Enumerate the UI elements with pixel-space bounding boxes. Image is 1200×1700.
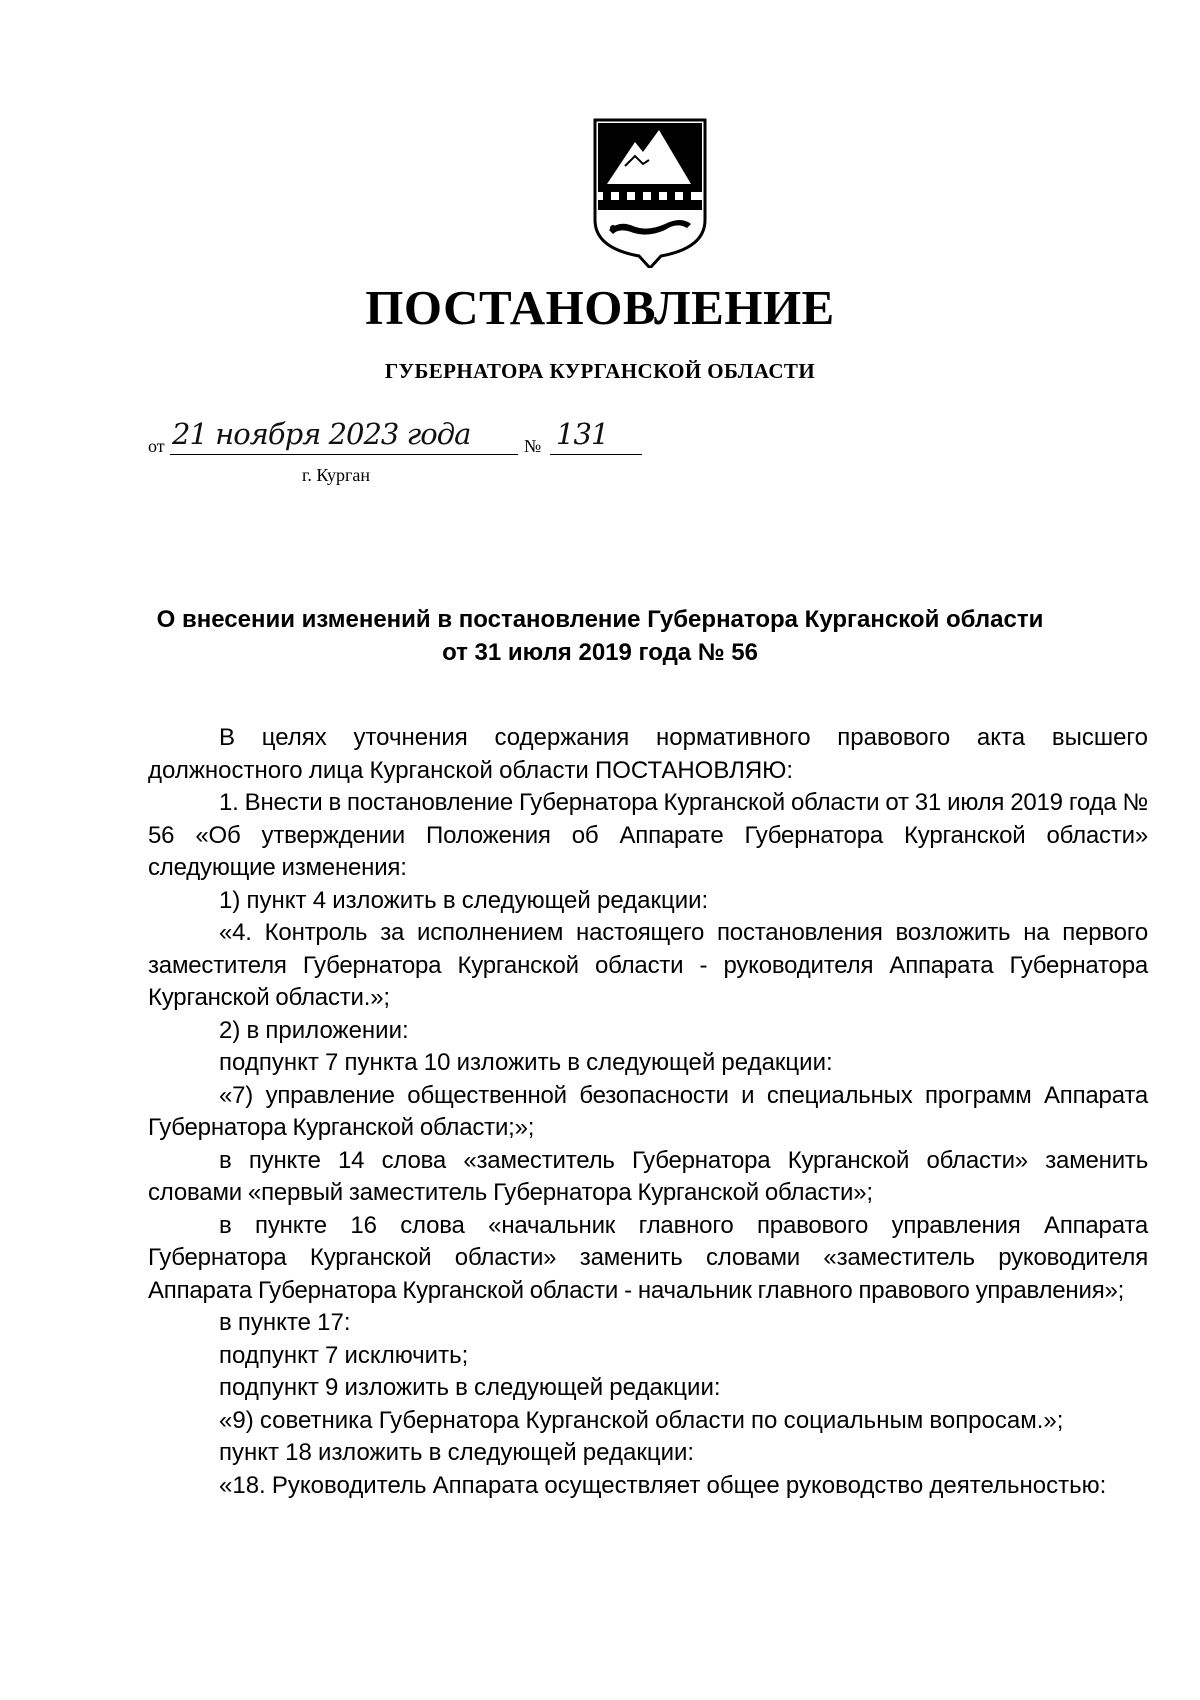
paragraph-item-14: в пункте 14 слова «заместитель Губернатора Курганской области» заменить словами «первый заместитель Губернатора Курганской области»; <box>148 1146 1148 1206</box>
paragraph-quote-9: «9) советника Губернатора Курганской области по социальным вопросам.»; <box>219 1406 1064 1434</box>
issuer-title: ГУБЕРНАТОРА КУРГАНСКОЙ ОБЛАСТИ <box>384 359 816 383</box>
paragraph-subitem-1: 1) пункт 4 изложить в следующей редакции: <box>219 886 709 914</box>
date-from-label: от <box>148 436 165 456</box>
paragraph-item-1: 1. Внести в постановление Губернатора Курганской области от 31 июля 2019 года № 56 «Об утверждении Положения об Аппарате Губернатора Курганской области» следующие изменения: <box>148 789 1148 881</box>
city-label: г. Курган <box>302 465 371 485</box>
document-type-title: ПОСТАНОВЛЕНИЕ <box>365 280 835 335</box>
subject-line-1: О внесении изменений в постановление Губернатора Курганской области <box>156 606 1044 633</box>
document-subject <box>120 603 1080 669</box>
handwritten-number: 131 <box>556 417 609 451</box>
date-number-line <box>0 417 1200 500</box>
number-label: № <box>524 436 542 456</box>
paragraph-item-18: пункт 18 изложить в следующей редакции: <box>219 1439 695 1466</box>
paragraph-quote-18: «18. Руководитель Аппарата осуществляет общее руководство деятельностью: <box>219 1471 1107 1499</box>
subject-line-2: от 31 июля 2019 года № 56 <box>442 639 758 666</box>
number-underline <box>550 454 642 455</box>
paragraph-sub-9: подпункт 9 изложить в следующей редакции: <box>219 1374 721 1401</box>
paragraph-sub-7-10: подпункт 7 пункта 10 изложить в следующей редакции: <box>219 1049 833 1076</box>
paragraph-quote-4: «4. Контроль за исполнением настоящего постановления возложить на первого заместителя Губернатора Курганской области - руководителя Аппарата Губернатора Курганской области.»; <box>148 919 1148 1011</box>
date-underline <box>170 454 518 455</box>
paragraph-sub-7-exclude: подпункт 7 исключить; <box>219 1341 469 1369</box>
paragraph-item-17: в пункте 17: <box>219 1309 351 1336</box>
document-body <box>148 722 1148 1502</box>
coat-of-arms-emblem <box>591 116 709 268</box>
paragraph-quote-7: «7) управление общественной безопасности и специальных программ Аппарата Губернатора Курганской области;»; <box>148 1081 1148 1141</box>
handwritten-date: 21 ноября 2023 года <box>172 417 471 451</box>
paragraph-item-16: в пункте 16 слова «начальник главного правового управления Аппарата Губернатора Курганской области» заменить словами «заместитель руководителя Аппарата Губернатора Курганской области - начальник главного правового управления»; <box>148 1211 1148 1304</box>
paragraph-preamble: В целях уточнения содержания нормативного правового акта высшего должностного лица Курганской области ПОСТАНОВЛЯЮ: <box>148 724 1148 784</box>
paragraph-subitem-2: 2) в приложении: <box>219 1016 409 1044</box>
